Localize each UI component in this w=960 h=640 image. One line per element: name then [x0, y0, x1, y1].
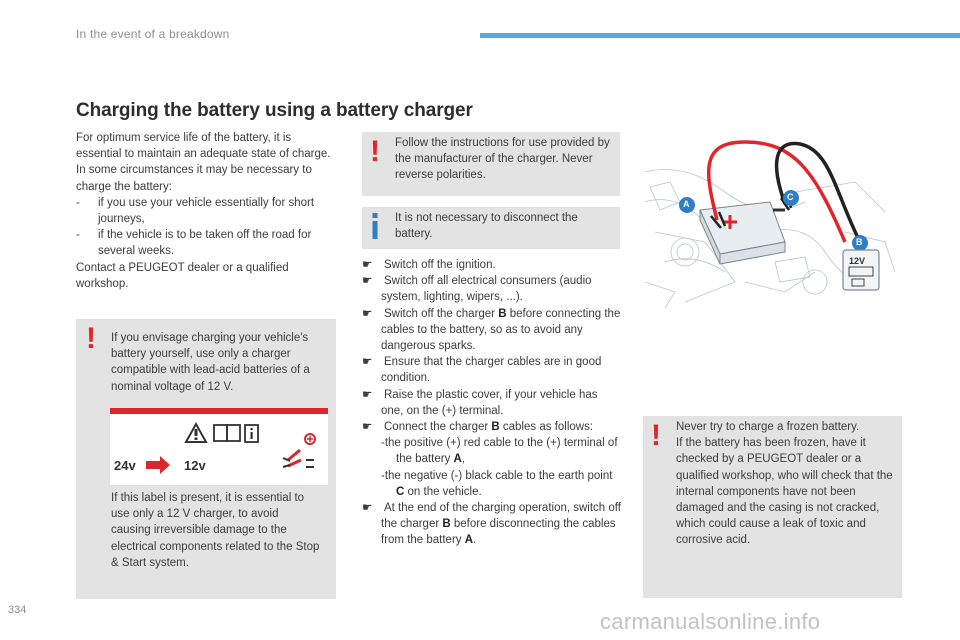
engine-bay-illustration [645, 132, 901, 308]
label-24v: 24v [114, 458, 136, 473]
step-item: ☛ Ensure that the charger cables are in good condition. [362, 356, 602, 385]
warning-text: If you envisage charging your vehicle's battery yourself, use only a charger compatible with lead-acid batteries of a nominal voltage of 12 V. [111, 332, 310, 393]
polarity-warning-box [362, 132, 620, 196]
charger-warning-box [76, 319, 336, 599]
step-item: ☛ Switch off the ignition. [362, 259, 496, 271]
label-a: A [683, 199, 690, 209]
charger-voltage-label: 12V [849, 256, 866, 266]
label-symbols [110, 414, 328, 485]
warning-icon: ! [651, 419, 661, 452]
intro-paragraph-2: In some circumstances it may be necessary to charge the battery: [76, 164, 312, 193]
minus-terminal-icon [306, 460, 314, 467]
intro-paragraph-1: For optimum service life of the battery, it is essential to maintain an adequate state of charge. [76, 132, 331, 161]
info-text: It is not necessary to disconnect the battery. [395, 212, 578, 241]
arrow-icon [146, 456, 170, 474]
page-title: Charging the battery using a battery charger [76, 100, 473, 121]
step-item: ☛ Switch off all electrical consumers (audio system, lighting, wipers, ...). [362, 275, 592, 304]
sub-step-item: -the positive (+) red cable to the (+) terminal of the battery A, [381, 437, 618, 466]
contact-text: Contact a PEUGEOT dealer or a qualified workshop. [76, 261, 289, 290]
frozen-battery-warning-box [643, 416, 902, 598]
info-box [362, 207, 620, 249]
label-explanation-text: If this label is present, it is essential to use only a 12 V charger, to avoid causing irreversible damage to the electrical components related to the Stop & Start system. [111, 492, 320, 569]
section-header: In the event of a breakdown [76, 27, 230, 41]
page-number: 334 [8, 604, 27, 616]
header-accent-bar [480, 33, 960, 38]
frozen-line-2: If the battery has been frozen, have it checked by a PEUGEOT dealer or a qualified workshop, who will check that the internal components have not been damaged and the casing is not cracked, which could cause a leak of toxic and corrosive acid. [676, 437, 893, 547]
polarity-warning-text: Follow the instructions for use provided by the manufacturer of the charger. Never reverse polarities. [395, 137, 610, 182]
step-item: ☛ Raise the plastic cover, if your vehicle has one, on the (+) terminal. [362, 388, 598, 417]
sub-step-item: -the negative (-) black cable to the earth point C on the vehicle. [381, 469, 613, 498]
label-c: C [787, 192, 794, 202]
info-icon [372, 213, 378, 239]
label-12v: 12v [184, 458, 206, 473]
frozen-line-1: Never try to charge a frozen battery. [676, 421, 860, 433]
step-item: ☛ At the end of the charging operation, switch off the charger B before disconnecting the cables from the battery A. [362, 502, 621, 547]
watermark: carmanualsonline.info [600, 609, 821, 634]
steps-list [362, 257, 622, 549]
bullet-item: - if the vehicle is to be taken off the road for several weeks. [76, 229, 312, 258]
warning-icon: ! [86, 322, 96, 355]
label-b: B [856, 237, 863, 247]
bullet-item: - if you use your vehicle essentially for short journeys, [76, 196, 315, 226]
manual-book-icon [214, 425, 258, 442]
clamp-icon [283, 450, 301, 467]
frozen-battery-text [676, 419, 898, 549]
step-item: ☛ Switch off the charger B before connecting the cables to the battery, so as to avoid any dangerous sparks. [362, 307, 621, 353]
intro-text [76, 130, 338, 292]
step-item: ☛ Connect the charger B cables as follows: [362, 421, 594, 434]
warning-icon: ! [370, 135, 380, 168]
battery-charger-diagram [645, 132, 901, 308]
charger-label-image [110, 408, 328, 485]
